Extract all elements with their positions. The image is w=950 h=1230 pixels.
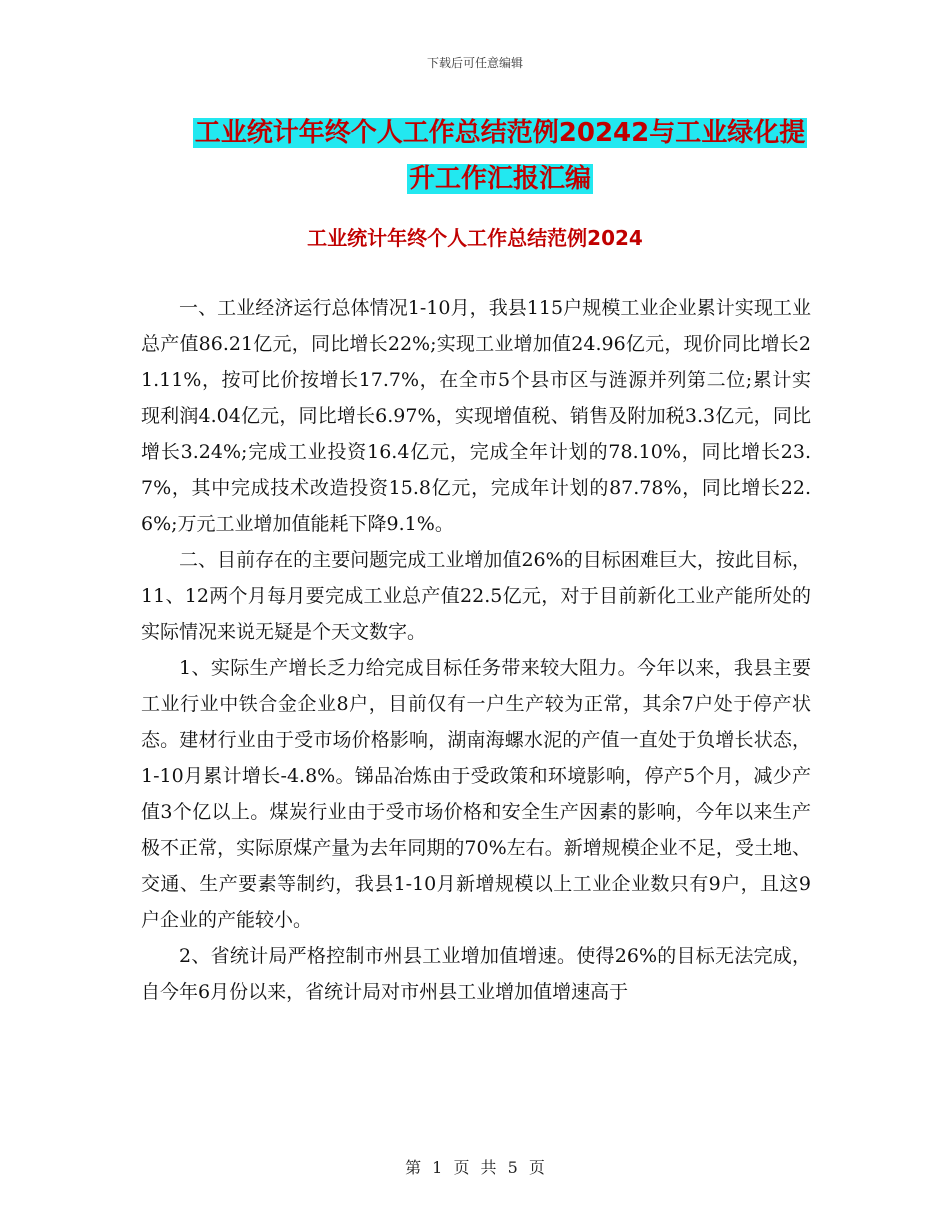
paragraph: 二、目前存在的主要问题完成工业增加值26%的目标困难巨大，按此目标，11、12两个月每月要完成工业总产值22.5亿元，对于目前新化工业产能所处的实际情况来说无疑是个天文数字。 — [141, 549, 811, 643]
document-body — [141, 290, 811, 1010]
page-header-note: 下载后可任意编辑 — [426, 56, 523, 70]
page-number: 第 1 页 共 5 页 — [405, 1158, 545, 1177]
paragraph: 1、实际生产增长乏力给完成目标任务带来较大阻力。今年以来，我县主要工业行业中铁合金企业8户，目前仅有一户生产较为正常，其余7户处于停产状态。建材行业由于受市场价格影响，湖南海螺水泥的产值一直处于负增长状态，1-10月累计增长-4.8%。锑品冶炼由于受政策和环境影响，停产5个月，减少产值3个亿以上。煤炭行业由于受市场价格和安全生产因素的影响，今年以来生产极不正常，实际原煤产量为去年同期的70%左右。新增规模企业不足，受土地、交通、生产要素等制约，我县1-10月新增规模以上工业企业数只有9户，且这9户企业的产能较小。 — [141, 657, 811, 931]
paragraph: 一、工业经济运行总体情况1-10月，我县115户规模工业企业累计实现工业总产值86.21亿元，同比增长22%;实现工业增加值24.96亿元，现价同比增长21.11%，按可比价按增长17.7%，在全市5个县市区与涟源并列第二位;累计实现利润4.04亿元，同比增长6.97%，实现增值税、销售及附加税3.3亿元，同比增长3.24%;完成工业投资16.4亿元，完成全年计划的78.10%，同比增长23.7%，其中完成技术改造投资15.8亿元，完成年计划的87.78%，同比增长22.6%;万元工业增加值能耗下降9.1%。 — [141, 297, 811, 535]
document-title — [120, 110, 880, 202]
paragraph: 2、省统计局严格控制市州县工业增加值增速。使得26%的目标无法完成，自今年6月份以来，省统计局对市州县工业增加值增速高于 — [141, 945, 811, 1003]
document-title-line-1: 工业统计年终个人工作总结范例20242与工业绿化提 — [194, 118, 806, 148]
section-title: 工业统计年终个人工作总结范例2024 — [307, 226, 643, 250]
document-title-line-2: 升工作汇报汇编 — [408, 164, 591, 194]
